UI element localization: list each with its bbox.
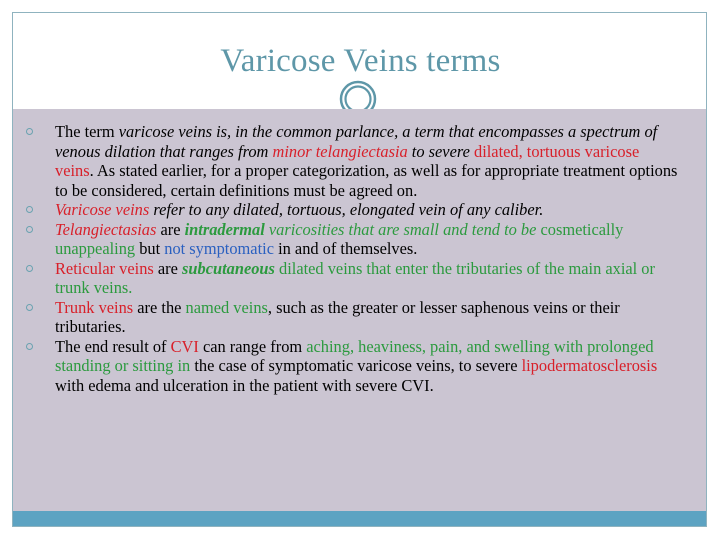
circle-bullet-icon: [26, 304, 33, 311]
bullet-text: aching, heaviness, pain, and swelling with prolonged standing or sitting in: [55, 336, 654, 375]
bullet-text: Reticular veins: [55, 258, 154, 278]
bullet-text: Varicose veins: [55, 200, 150, 219]
bullet-text: with edema and ulceration in the patient with severe CVI.: [55, 375, 434, 395]
bullet-text: to severe: [407, 141, 474, 161]
bullet-text: not symptomatic: [164, 239, 274, 258]
bullet-text: refer to any dilated, tortuous, elongated vein of any caliber.: [149, 200, 544, 219]
bullet-text: varicosities that are small and tend to be: [264, 219, 537, 239]
bullet-text: intradermal: [184, 219, 265, 239]
circle-bullet-icon: [26, 206, 33, 213]
slide-title: Varicose Veins terms: [220, 43, 501, 79]
bullet-list: [14, 122, 682, 395]
bullet-text: Trunk veins: [55, 297, 134, 317]
bullet-text: varicose veins is, in the common parlance, a term that encompasses a spectrum of venous dilation that ranges from: [55, 122, 658, 161]
bullet-item: [14, 259, 682, 298]
bullet-item: [14, 298, 682, 337]
bullet-text: . As stated earlier, for a proper categorization, as well as for appropriate treatment options to be considered, certain definitions must be agreed on.: [55, 161, 678, 200]
bullet-text: CVI: [170, 336, 199, 356]
bullet-item: [14, 122, 682, 200]
bullet-text: cosmetically unappealing: [55, 219, 624, 258]
bullet-text: subcutaneous: [182, 258, 275, 278]
bullet-text: named veins: [185, 297, 268, 317]
circle-bullet-icon: [26, 128, 33, 135]
bullet-text: The end result of: [55, 336, 171, 356]
bullet-text: dilated veins that enter the tributaries of the main axial or trunk veins.: [55, 258, 655, 297]
bullet-item: [14, 220, 682, 259]
bullet-text: can range from: [198, 336, 307, 356]
bullet-item: [14, 200, 682, 220]
bullet-text: Telangiectasias: [55, 219, 157, 239]
circle-bullet-icon: [26, 265, 33, 272]
bullet-text: but: [135, 239, 165, 258]
bullet-text: minor telangiectasia: [272, 141, 408, 161]
bullet-text: The term: [55, 122, 119, 141]
bullet-text: are: [153, 258, 182, 278]
circle-bullet-icon: [26, 343, 33, 350]
bullet-text: dilated, tortuous varicose veins: [55, 141, 640, 180]
circle-bullet-icon: [26, 226, 33, 233]
footer-bar: [13, 511, 706, 526]
bullet-text: are the: [133, 297, 186, 317]
bullet-text: in and of themselves.: [273, 239, 418, 258]
bullet-item: [14, 337, 682, 396]
bullet-text: lipodermatosclerosis: [521, 356, 658, 375]
bullet-text: , such as the greater or lesser saphenous veins or their tributaries.: [55, 297, 620, 336]
bullet-text: the case of symptomatic varicose veins, to severe: [190, 356, 522, 375]
bullet-text: are: [156, 219, 185, 239]
